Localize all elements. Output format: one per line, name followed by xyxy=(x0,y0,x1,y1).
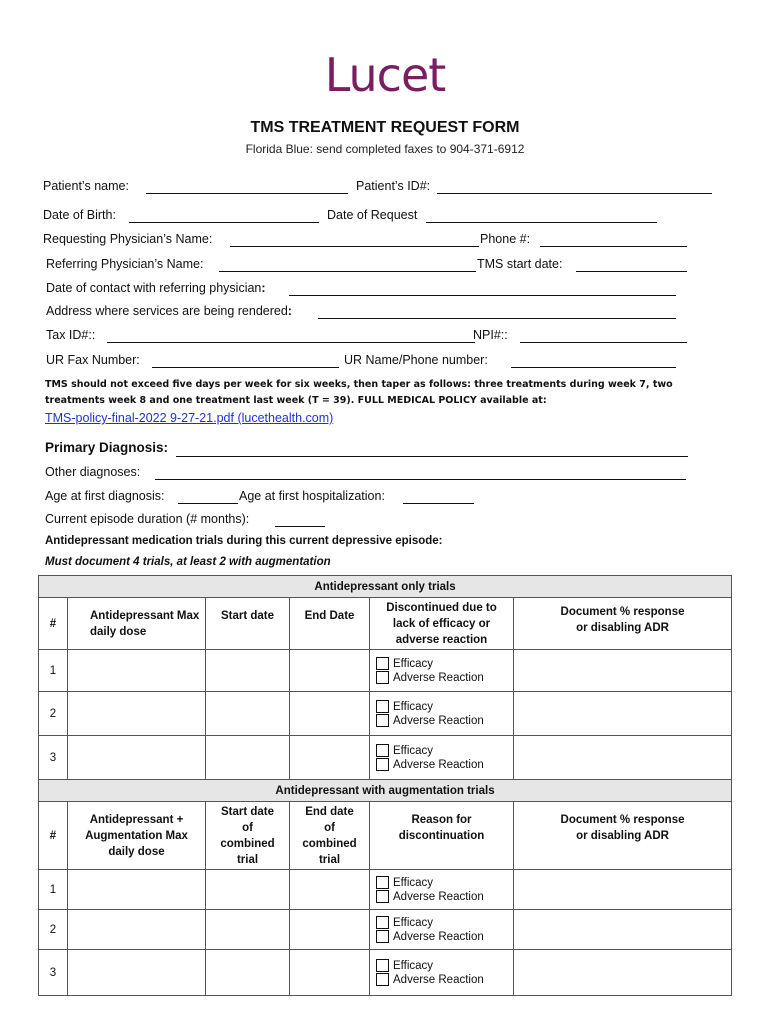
primary-diagnosis-label: Primary Diagnosis: xyxy=(45,440,169,455)
tms-start-date-label: TMS start date: xyxy=(477,257,563,271)
cell-antidepressant[interactable] xyxy=(68,870,206,910)
efficacy-checkbox[interactable] xyxy=(376,916,389,929)
date-of-contact-field[interactable] xyxy=(289,295,676,296)
col-document-response: Document % response or disabling ADR xyxy=(514,598,732,650)
cell-start-date[interactable] xyxy=(206,870,290,910)
dob-label: Date of Birth: xyxy=(43,208,116,222)
table-row xyxy=(39,950,732,996)
efficacy-checkbox[interactable] xyxy=(376,744,389,757)
efficacy-checkbox[interactable] xyxy=(376,657,389,670)
requesting-physician-label: Requesting Physician’s Name: xyxy=(43,232,213,246)
col-antidepressant: Antidepressant Max daily dose xyxy=(68,598,206,650)
adverse-reaction-label: Adverse Reaction xyxy=(393,714,484,727)
cell-document-response[interactable] xyxy=(514,950,732,996)
cell-end-date[interactable] xyxy=(290,950,370,996)
cell-document-response[interactable] xyxy=(514,692,732,736)
age-first-hospitalization-field[interactable] xyxy=(403,503,474,504)
cell-end-date[interactable] xyxy=(290,692,370,736)
ur-fax-field[interactable] xyxy=(152,367,339,368)
adverse-reaction-checkbox[interactable] xyxy=(376,671,389,684)
date-of-request-field[interactable] xyxy=(426,222,657,223)
row-number: 3 xyxy=(39,736,68,780)
date-of-request-label: Date of Request xyxy=(327,208,418,222)
npi-field[interactable] xyxy=(520,342,687,343)
adverse-reaction-label: Adverse Reaction xyxy=(393,758,484,771)
col-num: # xyxy=(39,598,68,650)
adverse-reaction-checkbox[interactable] xyxy=(376,758,389,771)
row-number: 1 xyxy=(39,870,68,910)
age-first-diagnosis-field[interactable] xyxy=(178,503,238,504)
table-row xyxy=(39,692,732,736)
cell-antidepressant[interactable] xyxy=(68,910,206,950)
cell-start-date[interactable] xyxy=(206,910,290,950)
cell-end-date[interactable] xyxy=(290,870,370,910)
cell-document-response[interactable] xyxy=(514,870,732,910)
phone-label: Phone #: xyxy=(480,232,531,246)
adverse-reaction-label: Adverse Reaction xyxy=(393,973,484,986)
form-title: TMS TREATMENT REQUEST FORM xyxy=(250,119,520,136)
policy-notice: TMS should not exceed five days per week for six weeks, then taper as follows: three treatments during week 7, two treatments week 8 and one treatment last week (T = 39). FULL MEDICAL POLICY available at: xyxy=(45,379,673,406)
table-row xyxy=(39,736,732,780)
ur-name-phone-field[interactable] xyxy=(511,367,676,368)
cell-end-date[interactable] xyxy=(290,736,370,780)
efficacy-label: Efficacy xyxy=(393,744,434,757)
date-of-contact-label: Date of contact with referring physician: xyxy=(46,281,266,295)
adverse-reaction-checkbox[interactable] xyxy=(376,930,389,943)
row-number: 3 xyxy=(39,950,68,996)
other-diagnoses-field[interactable] xyxy=(155,479,686,480)
efficacy-label: Efficacy xyxy=(393,876,434,889)
adverse-reaction-checkbox[interactable] xyxy=(376,973,389,986)
col-document-response: Document % response or disabling ADR xyxy=(514,802,732,870)
adverse-reaction-checkbox[interactable] xyxy=(376,890,389,903)
table-row xyxy=(39,650,732,692)
col-end-date: End Date xyxy=(290,598,370,650)
cell-start-date[interactable] xyxy=(206,650,290,692)
efficacy-label: Efficacy xyxy=(393,959,434,972)
referring-physician-field[interactable] xyxy=(219,271,476,272)
trials-heading: Antidepressant medication trials during this current depressive episode: xyxy=(45,535,443,547)
table-row xyxy=(39,870,732,910)
efficacy-label: Efficacy xyxy=(393,700,434,713)
table-row xyxy=(39,910,732,950)
efficacy-checkbox[interactable] xyxy=(376,876,389,889)
primary-diagnosis-field[interactable] xyxy=(176,456,688,457)
cell-antidepressant[interactable] xyxy=(68,950,206,996)
patient-name-label: Patient’s name: xyxy=(43,179,129,193)
col-end-date-combined: End date of combined trial xyxy=(290,802,370,870)
tax-id-label: Tax ID#:: xyxy=(46,328,96,342)
ur-fax-label: UR Fax Number: xyxy=(46,353,140,367)
trials-table xyxy=(38,575,732,996)
lucet-logo: Lucet xyxy=(324,48,446,102)
address-label: Address where services are being rendered: xyxy=(46,304,292,318)
episode-duration-label: Current episode duration (# months): xyxy=(45,512,250,526)
form-subtitle: Florida Blue: send completed faxes to 904-371-6912 xyxy=(245,142,525,156)
cell-document-response[interactable] xyxy=(514,736,732,780)
tax-id-field[interactable] xyxy=(107,342,475,343)
row-number: 2 xyxy=(39,692,68,736)
cell-end-date[interactable] xyxy=(290,910,370,950)
cell-end-date[interactable] xyxy=(290,650,370,692)
episode-duration-field[interactable] xyxy=(275,526,325,527)
adverse-reaction-checkbox[interactable] xyxy=(376,714,389,727)
cell-document-response[interactable] xyxy=(514,910,732,950)
efficacy-checkbox[interactable] xyxy=(376,959,389,972)
col-reason-discontinuation: Reason for discontinuation xyxy=(370,802,514,870)
col-start-date: Start date xyxy=(206,598,290,650)
policy-link[interactable]: TMS-policy-final-2022 9-27-21.pdf (lucethealth.com) xyxy=(45,411,334,425)
age-first-hospitalization-label: Age at first hospitalization: xyxy=(239,489,385,503)
referring-physician-label: Referring Physician’s Name: xyxy=(46,257,204,271)
cell-start-date[interactable] xyxy=(206,950,290,996)
section1-title: Antidepressant only trials xyxy=(39,576,732,598)
trials-requirement: Must document 4 trials, at least 2 with augmentation xyxy=(45,556,331,568)
npi-label: NPI#:: xyxy=(473,328,508,342)
dob-field[interactable] xyxy=(129,222,319,223)
age-first-diagnosis-label: Age at first diagnosis: xyxy=(45,489,165,503)
other-diagnoses-label: Other diagnoses: xyxy=(45,465,141,479)
address-field[interactable] xyxy=(318,318,676,319)
tms-start-date-field[interactable] xyxy=(576,271,687,272)
cell-antidepressant[interactable] xyxy=(68,692,206,736)
cell-start-date[interactable] xyxy=(206,736,290,780)
efficacy-label: Efficacy xyxy=(393,657,434,670)
efficacy-checkbox[interactable] xyxy=(376,700,389,713)
cell-antidepressant[interactable] xyxy=(68,736,206,780)
col-discontinued: Discontinued due to lack of efficacy or adverse reaction xyxy=(370,598,514,650)
efficacy-label: Efficacy xyxy=(393,916,434,929)
requesting-physician-field[interactable] xyxy=(230,246,479,247)
col-start-date-combined: Start date of combined trial xyxy=(206,802,290,870)
row-number: 2 xyxy=(39,910,68,950)
cell-start-date[interactable] xyxy=(206,692,290,736)
cell-antidepressant[interactable] xyxy=(68,650,206,692)
ur-name-phone-label: UR Name/Phone number: xyxy=(344,353,488,367)
col-num: # xyxy=(39,802,68,870)
section2-title: Antidepressant with augmentation trials xyxy=(39,780,732,802)
patient-name-field[interactable] xyxy=(146,193,348,194)
cell-document-response[interactable] xyxy=(514,650,732,692)
patient-id-field[interactable] xyxy=(437,193,712,194)
adverse-reaction-label: Adverse Reaction xyxy=(393,930,484,943)
col-antidepressant-augmentation: Antidepressant + Augmentation Max daily dose xyxy=(68,802,206,870)
adverse-reaction-label: Adverse Reaction xyxy=(393,671,484,684)
adverse-reaction-label: Adverse Reaction xyxy=(393,890,484,903)
patient-id-label: Patient’s ID#: xyxy=(356,179,431,193)
row-number: 1 xyxy=(39,650,68,692)
phone-field[interactable] xyxy=(540,246,687,247)
